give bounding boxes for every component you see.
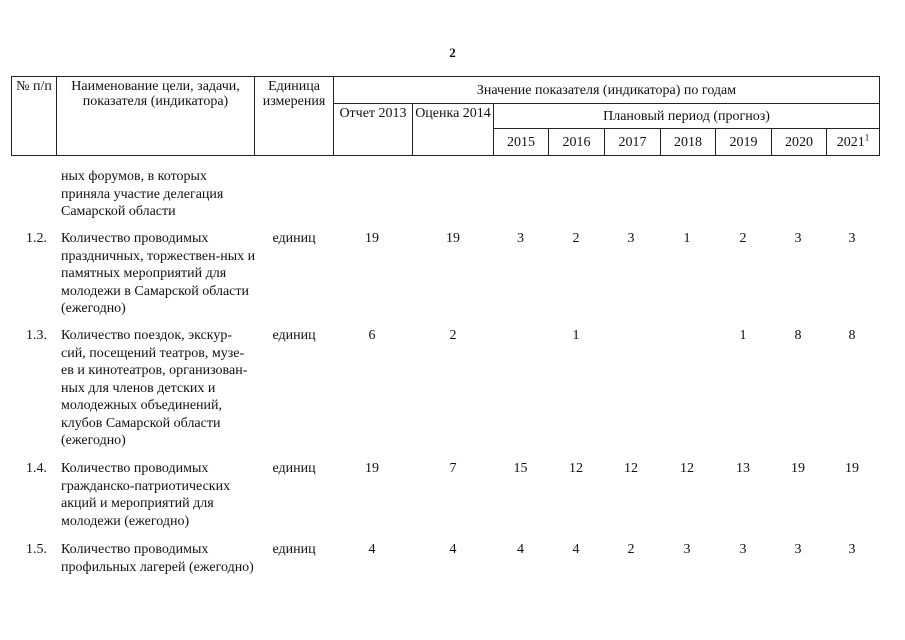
header-report: Отчет 2013: [334, 104, 413, 156]
row-unit: единиц: [272, 328, 316, 343]
value-2016: 12: [569, 461, 583, 476]
value-report-2013: 4: [368, 542, 376, 557]
row-num: 1.3.: [26, 328, 47, 343]
row-num: 1.4.: [26, 461, 47, 476]
value-2019: 1: [739, 328, 747, 343]
value-2017: 3: [627, 231, 635, 246]
value-report-2013: 19: [365, 231, 379, 246]
value-2018: 12: [680, 461, 694, 476]
header-year-2015: 2015: [494, 129, 549, 156]
row-num: 1.5.: [26, 542, 47, 557]
value-2021: 8: [848, 328, 856, 343]
value-2018: 3: [683, 542, 691, 557]
header-plan-group: Плановый период (прогноз): [494, 104, 880, 129]
value-2018: 1: [683, 231, 691, 246]
row-unit: единиц: [272, 461, 316, 476]
header-year-2021-label: 2021: [836, 134, 865, 150]
footnote-mark: 1: [864, 131, 870, 142]
header-year-2021: [827, 129, 880, 156]
value-2020: 3: [794, 231, 802, 246]
value-2019: 2: [739, 231, 747, 246]
header-name: Наименование цели, задачи, показателя (индикатора): [57, 77, 255, 156]
value-2016: 2: [572, 231, 580, 246]
header-values-group: Значение показателя (индикатора) по годам: [334, 77, 880, 104]
value-2021: 19: [845, 461, 859, 476]
value-estimate-2014: 7: [449, 461, 457, 476]
value-estimate-2014: 4: [449, 542, 457, 557]
row-name: Количество проводимых профильных лагерей (ежегодно): [61, 542, 254, 575]
value-2019: 3: [739, 542, 747, 557]
header-year-2019: 2019: [716, 129, 772, 156]
row-unit: единиц: [272, 231, 316, 246]
value-2020: 3: [794, 542, 802, 557]
row-name: Количество проводимых гражданско-патриотических акций и мероприятий для молодежи (ежегодно): [61, 461, 231, 529]
header-unit: Единица измерения: [255, 77, 334, 156]
value-estimate-2014: 19: [446, 231, 460, 246]
header-year-2020: 2020: [772, 129, 827, 156]
value-2015: 15: [513, 461, 528, 476]
value-2021: 3: [848, 231, 856, 246]
value-2020: 19: [791, 461, 805, 476]
header-year-2017: 2017: [605, 129, 661, 156]
value-2016: 1: [572, 328, 580, 343]
row-num: 1.2.: [26, 231, 47, 246]
continuation-text: ных форумов, в которых приняла участие делегация Самарской области: [61, 169, 224, 219]
value-2020: 8: [794, 328, 802, 343]
row-name: Количество поездок, экскур-сий, посещений театров, музе-ев и кинотеатров, организован-ных для членов детских и молодежных объединений, клубов Самарской области (ежегодно): [61, 328, 248, 448]
row-unit: единиц: [272, 542, 316, 557]
value-2015: 4: [517, 542, 524, 557]
value-2019: 13: [736, 461, 750, 476]
table-header: [11, 76, 880, 156]
header-year-2016: 2016: [549, 129, 605, 156]
value-2015: 3: [517, 231, 524, 246]
value-report-2013: 19: [365, 461, 379, 476]
header-year-2018: 2018: [661, 129, 716, 156]
header-estimate: Оценка 2014: [413, 104, 494, 156]
page-number: 2: [449, 45, 456, 60]
header-num: № п/п: [12, 77, 57, 156]
value-estimate-2014: 2: [449, 328, 457, 343]
row-name: Количество проводимых праздничных, торжествен-ных и памятных мероприятий для молодежи в Самарской области (ежегодно): [61, 231, 256, 316]
value-2017: 12: [624, 461, 638, 476]
value-2017: 2: [627, 542, 635, 557]
value-2021: 3: [848, 542, 856, 557]
value-2016: 4: [572, 542, 580, 557]
value-report-2013: 6: [368, 328, 376, 343]
